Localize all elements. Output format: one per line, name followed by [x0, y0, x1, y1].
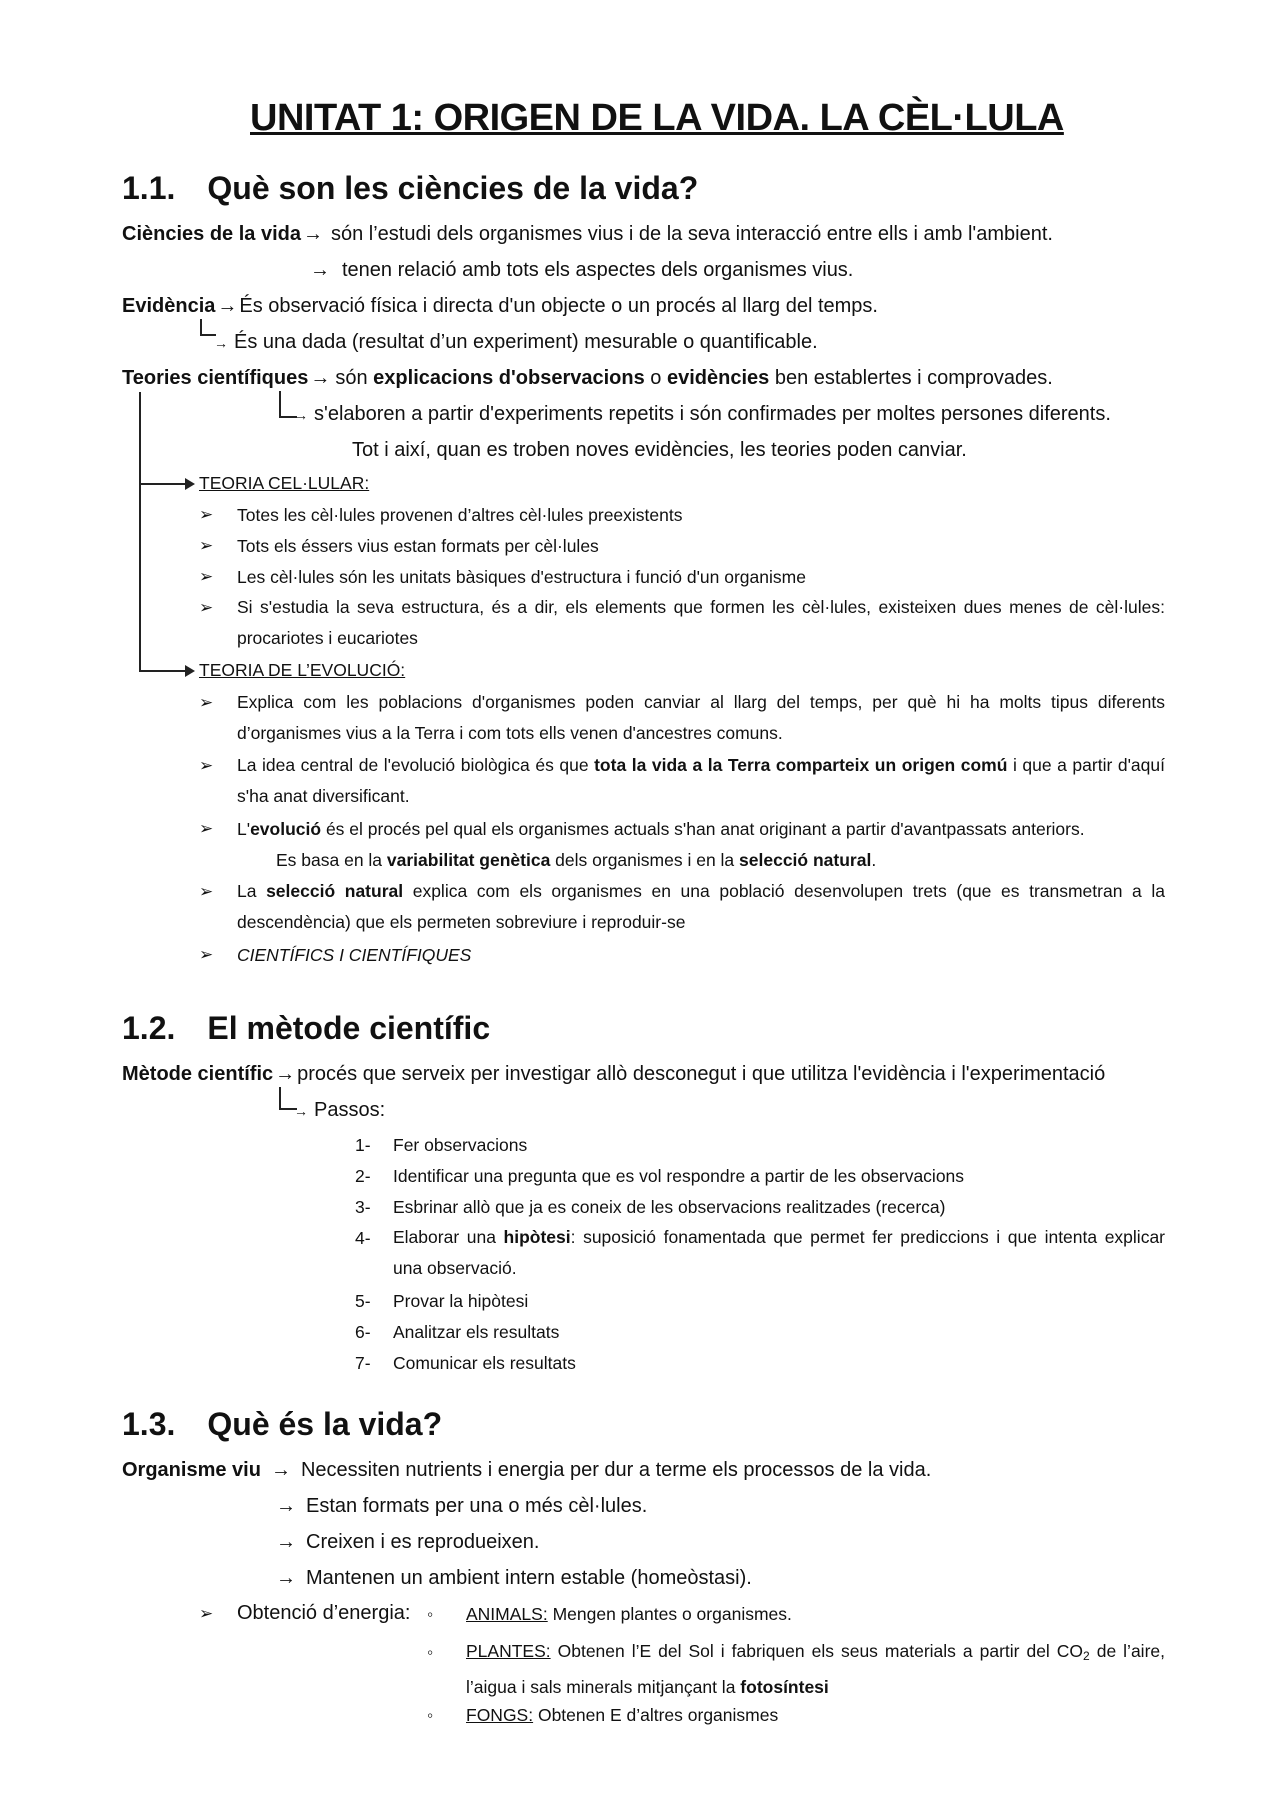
evolution-item: L'evolució és el procés pel qual els organismes actuals s'han anat originant a partir d'avantpassats anteriors. — [237, 819, 1085, 839]
step-number: 4- — [355, 1228, 371, 1248]
definition-evidencia-2: → És una dada (resultat d’un experiment) mesurable o quantificable. — [214, 331, 818, 353]
bullet-icon: ➢ — [199, 693, 214, 712]
arrow-icon: → — [294, 407, 308, 423]
section-1-2-heading — [122, 1010, 490, 1047]
bullet-icon: ➢ — [199, 945, 214, 964]
energy-fungi: FONGS: Obtenen E d’altres organismes — [466, 1705, 779, 1725]
definition-organisme-viu: Organisme viu → Necessiten nutrients i energia per dur a terme els processos de la vida. — [122, 1459, 932, 1481]
arrow-icon: → — [310, 259, 330, 281]
arrow-icon: → — [294, 1103, 308, 1119]
arrow-icon: → — [276, 1495, 296, 1517]
energy-plants: PLANTES: Obtenen l’E del Sol i fabriquen els seus materials a partir del $CO_2$ de l’aire, l’aigua i sals minerals mitjançant la fotosíntesi — [466, 1641, 1165, 1697]
arrow-icon: → — [270, 1459, 291, 1481]
section-title: Què és la vida? — [207, 1406, 443, 1442]
arrow-head-icon — [185, 665, 195, 677]
section-number: 1.1. — [122, 170, 176, 206]
step-text: Identificar una pregunta que es vol respondre a partir de les observacions — [393, 1166, 965, 1186]
step-text: Elaborar una hipòtesi: suposició fonamentada que permet fer prediccions i que intenta explicar una observació. — [393, 1227, 1165, 1278]
organism-property: → Estan formats per una o més cèl·lules. — [276, 1495, 648, 1517]
section-number: 1.3. — [122, 1406, 176, 1442]
step-text: Esbrinar allò que ja es coneix de les observacions realitzades (recerca) — [393, 1197, 946, 1217]
step-number: 1- — [355, 1135, 371, 1155]
evolution-theory-title: TEORIA DE L’EVOLUCIÓ: — [199, 660, 406, 680]
energy-animals: ANIMALS: Mengen plantes o organismes. — [466, 1604, 792, 1624]
definition-ciencies-vida: Ciències de la vida → són l’estudi dels organismes vius i de la seva interacció entre ells i amb l'ambient. — [122, 223, 1053, 245]
definition-teories-3: Tot i així, quan es troben noves evidències, les teories poden canviar. — [352, 439, 967, 461]
step-number: 7- — [355, 1353, 371, 1373]
evolution-item: CIENTÍFICS I CIENTÍFIQUES — [237, 945, 472, 965]
step-text: Analitzar els resultats — [393, 1322, 560, 1342]
bullet-icon: ➢ — [199, 567, 214, 586]
evolution-item: La idea central de l'evolució biològica és que tota la vida a la Terra comparteix un origen comú i que a partir d'aquí s'ha anat diversificant. — [237, 755, 1165, 806]
section-number: 1.2. — [122, 1010, 176, 1046]
arrow-icon: → — [214, 335, 228, 351]
definition-teories-cientifiques: Teories científiques → són explicacions d'observacions o evidències ben establertes i comprovades. — [122, 367, 1053, 389]
page-title: UNITAT 1: ORIGEN DE LA VIDA. LA CÈL·LULA — [250, 97, 1064, 139]
section-title: El mètode científic — [207, 1010, 491, 1046]
definition-teories-2: → s'elaboren a partir d'experiments repetits i són confirmades per moltes persones diferents. — [294, 403, 1111, 425]
section-1-3-heading — [122, 1406, 442, 1443]
evolution-item: La selecció natural explica com els organismes en una població desenvolupen trets (que es transmetran a la descendència) que els permeten sobreviure i reproduir-se — [237, 881, 1166, 932]
evolution-item: Explica com les poblacions d'organismes poden canviar al llarg del temps, per què hi ha molts tipus diferents d’organismes vius a la Terra i com tots ells venen d'ancestres comuns. — [237, 692, 1165, 743]
circle-bullet-icon: ◦ — [427, 1604, 434, 1624]
step-number: 2- — [355, 1166, 371, 1186]
arrow-icon: → — [302, 223, 323, 245]
bullet-icon: ➢ — [199, 819, 214, 838]
bullet-icon: ➢ — [199, 536, 214, 555]
circle-bullet-icon: ◦ — [427, 1705, 434, 1725]
evolution-item-cont: Es basa en la variabilitat genètica dels organismes i en la selecció natural. — [276, 850, 877, 870]
bullet-icon: ➢ — [199, 598, 214, 617]
step-number: 5- — [355, 1291, 371, 1311]
arrow-icon: → — [276, 1531, 296, 1553]
step-number: 6- — [355, 1322, 371, 1342]
bullet-icon: ➢ — [199, 1604, 214, 1623]
step-text: Fer observacions — [393, 1135, 528, 1155]
step-number: 3- — [355, 1197, 371, 1217]
cell-item: Les cèl·lules són les unitats bàsiques d'estructura i funció d'un organisme — [237, 567, 806, 587]
organism-property: → Mantenen un ambient intern estable (homeòstasi). — [276, 1567, 752, 1589]
arrow-head-icon — [185, 478, 195, 490]
cell-item: Tots els éssers vius estan formats per cèl·lules — [237, 536, 599, 556]
steps-label: → Passos: — [294, 1099, 386, 1121]
arrow-icon: → — [276, 1567, 296, 1589]
energy-label: Obtenció d’energia: — [237, 1602, 411, 1624]
definition-metode-cientific: Mètode científic → procés que serveix per investigar allò desconegut i que utilitza l'evidència i l'experimentació — [122, 1063, 1106, 1085]
organism-property: → Creixen i es reprodueixen. — [276, 1531, 540, 1553]
cell-item: Si s'estudia la seva estructura, és a dir, els elements que formen les cèl·lules, existeixen dues menes de cèl·lules: procariotes i eucariotes — [237, 597, 1165, 648]
step-text: Provar la hipòtesi — [393, 1291, 529, 1311]
arrow-icon: → — [310, 367, 331, 389]
bullet-icon: ➢ — [199, 756, 214, 775]
step-text: Comunicar els resultats — [393, 1353, 576, 1373]
cell-item: Totes les cèl·lules provenen d’altres cèl·lules preexistents — [237, 505, 683, 525]
definition-evidencia: Evidència → És observació física i directa d'un objecte o un procés al llarg del temps. — [122, 295, 878, 317]
cell-theory-title: TEORIA CEL·LULAR: — [199, 473, 370, 493]
bullet-icon: ➢ — [199, 882, 214, 901]
arrow-icon: → — [217, 295, 238, 317]
definition-ciencies-vida-2: → tenen relació amb tots els aspectes dels organismes vius. — [310, 259, 854, 281]
arrow-icon: → — [275, 1063, 296, 1085]
section-title: Què son les ciències de la vida? — [207, 170, 699, 206]
bullet-icon: ➢ — [199, 505, 214, 524]
circle-bullet-icon: ◦ — [427, 1642, 434, 1662]
section-1-1-heading — [122, 170, 698, 207]
